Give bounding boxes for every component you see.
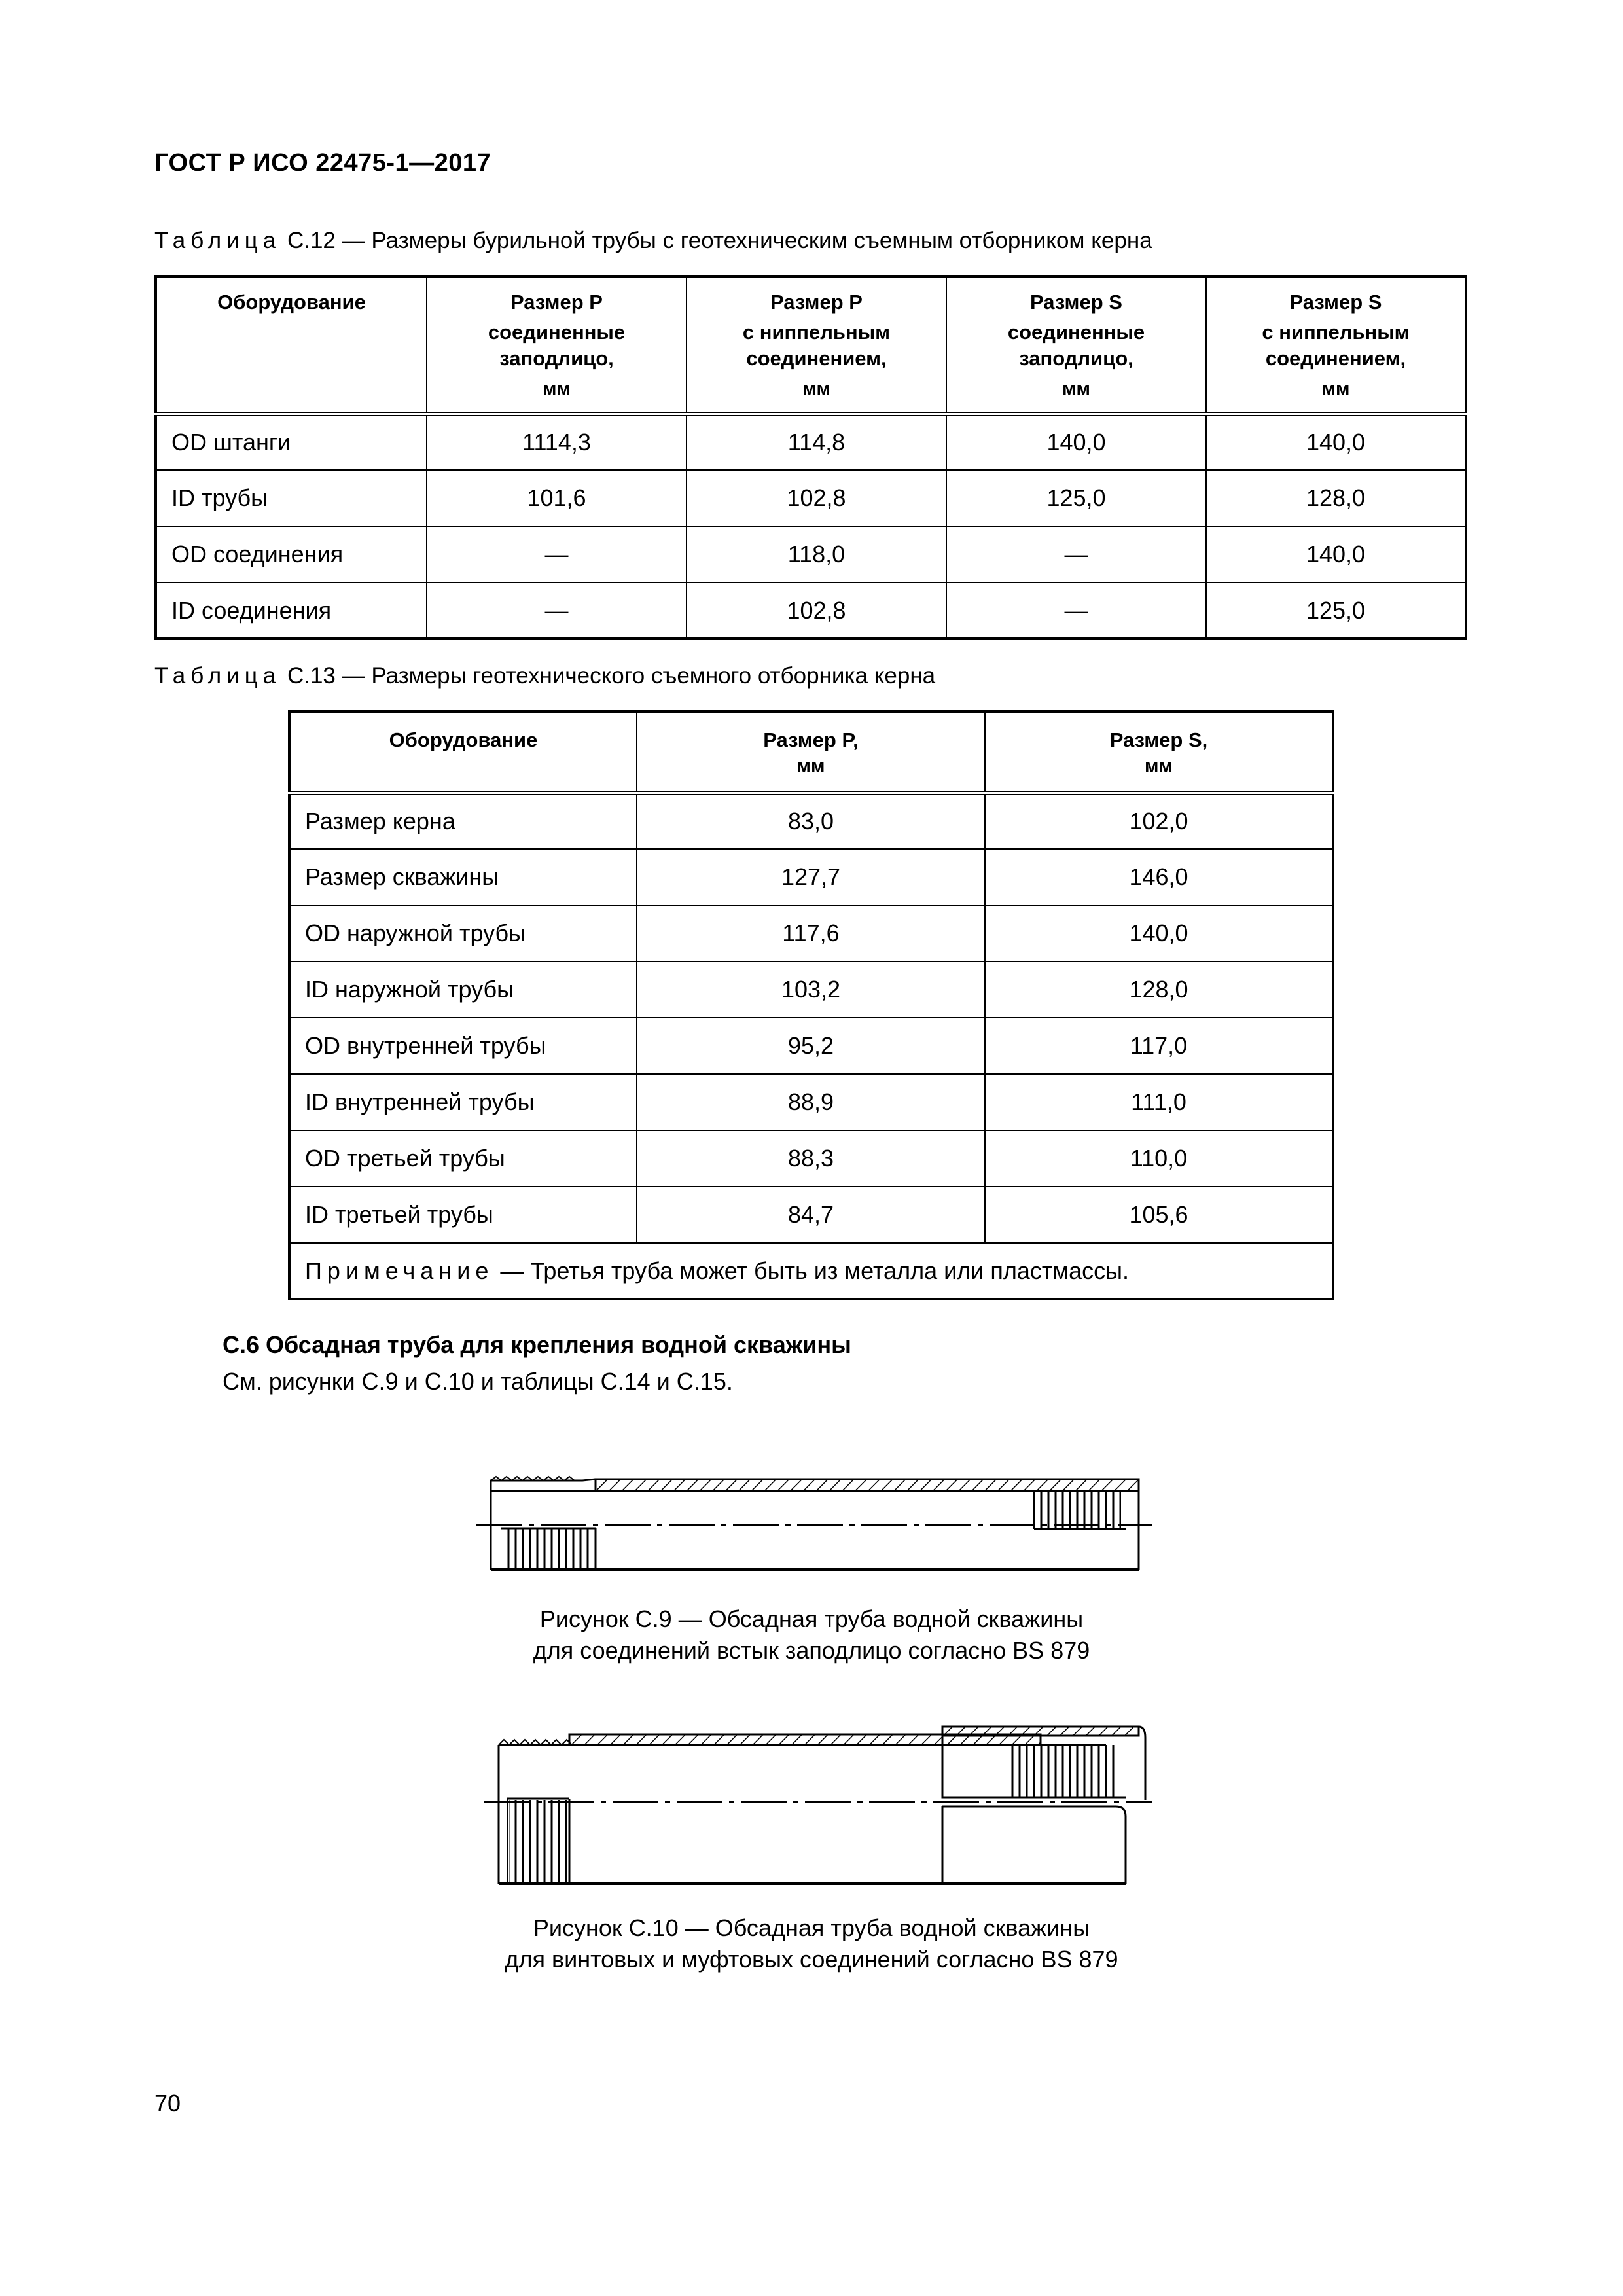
table-row — [289, 1187, 1333, 1243]
figure9-caption-line1: Рисунок С.9 — Обсадная труба водной скважины — [539, 1605, 1084, 1632]
header-line: Размер P — [770, 291, 863, 314]
cell: 125,0 — [1206, 583, 1466, 639]
cell: 140,0 — [985, 905, 1333, 961]
header-unit: мм — [796, 756, 825, 777]
table12 — [154, 275, 1467, 640]
cell: 128,0 — [1206, 470, 1466, 526]
table12-header-s-nipple — [1206, 276, 1466, 414]
cell: — — [427, 583, 687, 639]
cell: ID трубы — [156, 470, 427, 526]
cell: 101,6 — [427, 470, 687, 526]
note-text: — Третья труба может быть из металла или пластмассы. — [493, 1257, 1129, 1284]
cell: — — [946, 583, 1206, 639]
table-row — [156, 583, 1466, 639]
cell: OD третьей трубы — [289, 1130, 637, 1187]
cell: ID третьей трубы — [289, 1187, 637, 1243]
table-row — [289, 1074, 1333, 1130]
section-text: См. рисунки С.9 и С.10 и таблицы С.14 и С.15. — [223, 1368, 733, 1395]
cell: OD наружной трубы — [289, 905, 637, 961]
figure10-drawing — [471, 1715, 1152, 1911]
header-unit: мм — [1062, 378, 1090, 399]
cell: 128,0 — [985, 961, 1333, 1018]
cell: 95,2 — [637, 1018, 985, 1074]
cell: 114,8 — [687, 414, 946, 470]
cell: ID наружной трубы — [289, 961, 637, 1018]
header-line: Размер S — [1289, 291, 1382, 314]
header-unit: мм — [543, 378, 571, 399]
cell: 88,9 — [637, 1074, 985, 1130]
cell: 118,0 — [687, 526, 946, 583]
table12-header-equipment — [156, 276, 427, 414]
table13-note — [289, 1243, 1333, 1299]
table13-header-size-s — [985, 711, 1333, 793]
cell: OD внутренней трубы — [289, 1018, 637, 1074]
figure9-caption-line2: для соединений встык заподлицо согласно BS 879 — [533, 1637, 1090, 1664]
cell: 84,7 — [637, 1187, 985, 1243]
header-line: соединенные — [488, 321, 626, 344]
section-title: С.6 Обсадная труба для крепления водной скважины — [223, 1331, 851, 1358]
cell: 103,2 — [637, 961, 985, 1018]
table13-header-size-p — [637, 711, 985, 793]
header-line: Размер P, — [763, 728, 859, 751]
cell: 117,0 — [985, 1018, 1333, 1074]
table13 — [288, 710, 1334, 1300]
cell: 110,0 — [985, 1130, 1333, 1187]
figure10-caption — [419, 1912, 1204, 1975]
table13-caption — [154, 663, 935, 689]
table-note-row — [289, 1243, 1333, 1299]
table13-header-equipment — [289, 711, 637, 793]
header-unit: мм — [1145, 756, 1173, 777]
figure10-caption-line1: Рисунок С.10 — Обсадная труба водной скважины — [533, 1914, 1090, 1941]
header-unit: мм — [802, 378, 830, 399]
cell: 88,3 — [637, 1130, 985, 1187]
cell: 83,0 — [637, 793, 985, 849]
header-line: Оборудование — [389, 728, 538, 751]
header-line: заподлицо, — [499, 347, 614, 370]
cell: ID соединения — [156, 583, 427, 639]
table12-caption-text: С.12 — Размеры бурильной трубы с геотехническим съемным отборником керна — [281, 228, 1152, 253]
cell: 127,7 — [637, 849, 985, 905]
cell: 125,0 — [946, 470, 1206, 526]
figure9-drawing — [471, 1460, 1152, 1590]
cell: — — [427, 526, 687, 583]
cell: 1114,3 — [427, 414, 687, 470]
cell: — — [946, 526, 1206, 583]
cell: OD штанги — [156, 414, 427, 470]
header-line: заподлицо, — [1019, 347, 1133, 370]
cell: 117,6 — [637, 905, 985, 961]
cell: OD соединения — [156, 526, 427, 583]
cell: Размер керна — [289, 793, 637, 849]
table12-caption-prefix: Таблица — [154, 228, 281, 253]
cell: 146,0 — [985, 849, 1333, 905]
cell: 140,0 — [1206, 414, 1466, 470]
cell: 111,0 — [985, 1074, 1333, 1130]
cell: 102,8 — [687, 470, 946, 526]
header-line: Оборудование — [217, 291, 366, 314]
cell: 105,6 — [985, 1187, 1333, 1243]
table12-header-p-flush — [427, 276, 687, 414]
note-label: Примечание — [305, 1257, 494, 1284]
page-number: 70 — [154, 2090, 181, 2117]
table-row — [156, 470, 1466, 526]
table13-caption-text: С.13 — Размеры геотехнического съемного отборника керна — [281, 663, 936, 689]
table-row — [289, 793, 1333, 849]
header-line: соединением, — [746, 347, 887, 370]
table-row — [289, 1130, 1333, 1187]
header-line: с ниппельным — [742, 321, 891, 344]
table12-header-s-flush — [946, 276, 1206, 414]
cell: 102,8 — [687, 583, 946, 639]
cell: ID внутренней трубы — [289, 1074, 637, 1130]
figure9-caption — [419, 1604, 1204, 1666]
header-line: Размер S — [1030, 291, 1122, 314]
header-line: Размер S, — [1109, 728, 1208, 751]
table-row — [289, 849, 1333, 905]
table13-caption-prefix: Таблица — [154, 663, 281, 689]
header-unit: мм — [1321, 378, 1350, 399]
cell: 140,0 — [946, 414, 1206, 470]
table-row — [156, 526, 1466, 583]
table-row — [156, 414, 1466, 470]
table12-header-p-nipple — [687, 276, 946, 414]
table-row — [289, 905, 1333, 961]
cell: 102,0 — [985, 793, 1333, 849]
table-row — [289, 961, 1333, 1018]
table12-caption — [154, 228, 1152, 254]
header-line: с ниппельным — [1262, 321, 1410, 344]
table13-header-row — [289, 711, 1333, 793]
document-code: ГОСТ Р ИСО 22475-1—2017 — [154, 149, 491, 177]
header-line: Размер P — [510, 291, 603, 314]
cell: 140,0 — [1206, 526, 1466, 583]
cell: Размер скважины — [289, 849, 637, 905]
table-row — [289, 1018, 1333, 1074]
figure10-caption-line2: для винтовых и муфтовых соединений согласно BS 879 — [505, 1946, 1118, 1973]
table12-header-row — [156, 276, 1466, 414]
header-line: соединенные — [1007, 321, 1145, 344]
header-line: соединением, — [1265, 347, 1406, 370]
